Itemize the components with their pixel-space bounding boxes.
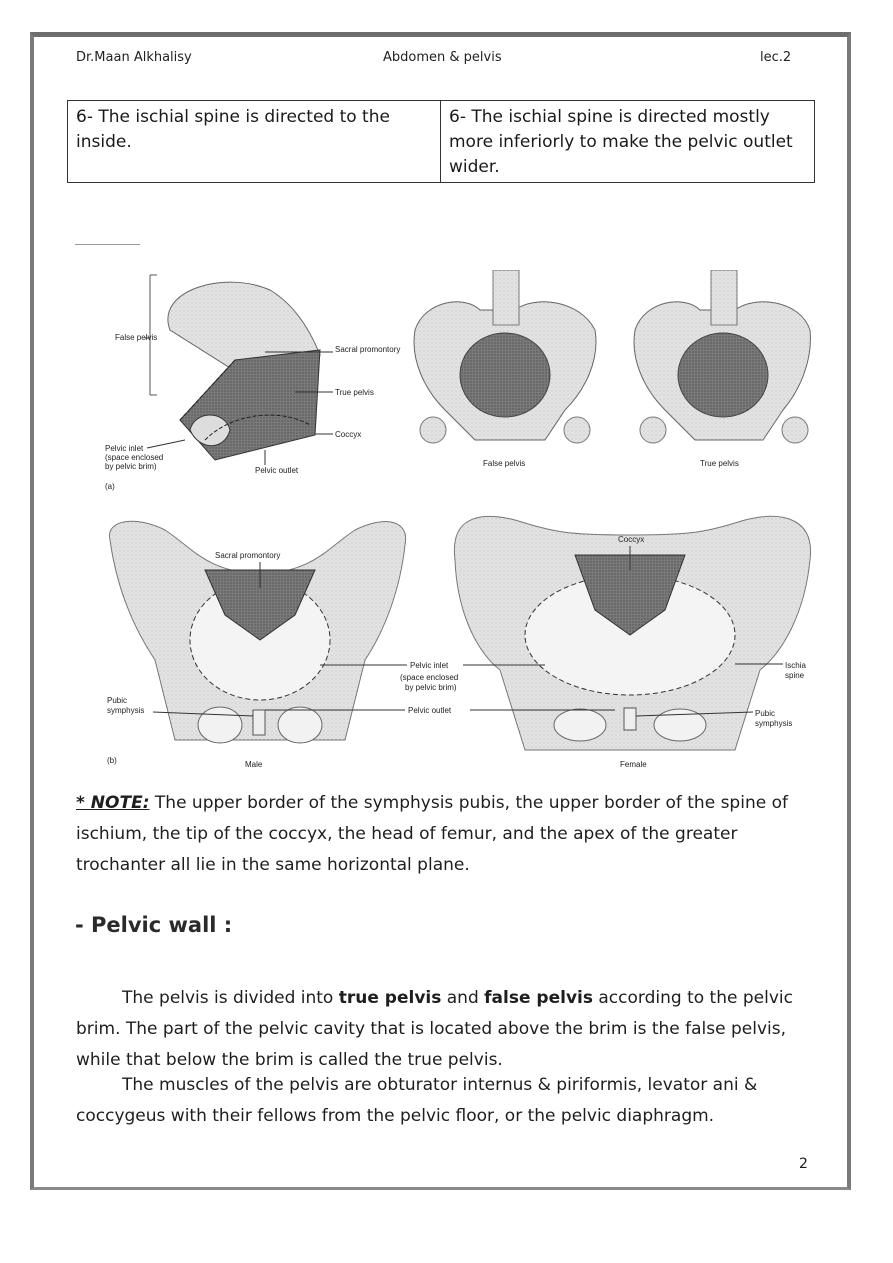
true-pelvis-illustration xyxy=(634,270,810,443)
label-false-pelvis: False pelvis xyxy=(115,333,158,342)
caption-true-pelvis: True pelvis xyxy=(700,459,739,468)
female-cell: 6- The ischial spine is directed mostly more inferiorly to make the pelvic outlet wider. xyxy=(441,101,815,183)
caption-false-pelvis: False pelvis xyxy=(483,459,526,468)
table-row xyxy=(68,101,815,183)
header-author: Dr.Maan Alkhalisy xyxy=(76,50,192,65)
label-female: Female xyxy=(620,760,647,769)
lateral-pelvis-illustration xyxy=(150,275,320,460)
label-sacral-promontory-a: Sacral promontory xyxy=(335,345,401,354)
label-ischial-spine-2: spine xyxy=(785,671,805,680)
header-lecture: lec.2 xyxy=(760,50,792,65)
label-pelvic-inlet-a: Pelvic inlet xyxy=(105,444,144,453)
label-true-pelvis-a: True pelvis xyxy=(335,388,374,397)
label-panel-a: (a) xyxy=(105,482,115,491)
text-run: according to the pelvic brim. The part of the pelvic cavity that is located above the brim is the false pelvis, while that below the brim is called the true pelvis. xyxy=(76,988,793,1070)
label-pelvic-outlet-b: Pelvic outlet xyxy=(408,706,452,715)
text-run: The pelvis is divided into xyxy=(122,988,339,1008)
label-ischial-spine-1: Ischia xyxy=(785,661,806,670)
label-sacral-promontory-b: Sacral promontory xyxy=(215,551,281,560)
male-cell: 6- The ischial spine is directed to the inside. xyxy=(68,101,441,183)
label-pubic-symphysis-right-2: symphysis xyxy=(755,719,793,728)
text-run: and xyxy=(441,988,485,1008)
note-paragraph xyxy=(76,788,814,881)
pelvis-figure xyxy=(95,270,815,775)
bold-false-pelvis: false pelvis xyxy=(484,988,593,1008)
label-inlet-note-a1: (space enclosed xyxy=(105,453,164,462)
label-coccyx-b: Coccyx xyxy=(618,535,645,544)
comparison-table xyxy=(67,100,815,183)
label-male: Male xyxy=(245,760,263,769)
scan-mark xyxy=(75,244,140,245)
label-pubic-symphysis-left-1: Pubic xyxy=(107,696,128,705)
label-panel-b: (b) xyxy=(107,756,117,765)
label-pubic-symphysis-left-2: symphysis xyxy=(107,706,145,715)
label-pubic-symphysis-right-1: Pubic xyxy=(755,709,776,718)
paragraph-pelvis-division xyxy=(76,983,814,1076)
label-inlet-note-a2: by pelvic brim) xyxy=(105,462,157,471)
paragraph-pelvic-muscles: The muscles of the pelvis are obturator internus & piriformis, levator ani & coccygeus with their fellows from the pelvic floor, or the pelvic diaphragm. xyxy=(76,1075,758,1126)
bold-true-pelvis: true pelvis xyxy=(338,988,442,1008)
header-subject: Abdomen & pelvis xyxy=(383,50,502,65)
label-pelvic-outlet-a: Pelvic outlet xyxy=(255,466,299,475)
label-coccyx-a: Coccyx xyxy=(335,430,362,439)
label-pelvic-inlet-b: Pelvic inlet xyxy=(410,661,449,670)
page-number: 2 xyxy=(799,1156,808,1172)
label-inlet-note-b1: (space enclosed xyxy=(400,673,459,682)
section-heading: - Pelvic wall : xyxy=(75,913,233,937)
note-label: * NOTE: xyxy=(76,793,150,813)
note-text: The upper border of the symphysis pubis, the upper border of the spine of ischium, the tip of the coccyx, the head of femur, and the apex of the greater trochanter all lie in the same horizontal plane. xyxy=(76,793,788,875)
false-pelvis-illustration xyxy=(414,270,596,443)
label-inlet-note-b2: by pelvic brim) xyxy=(405,683,457,692)
